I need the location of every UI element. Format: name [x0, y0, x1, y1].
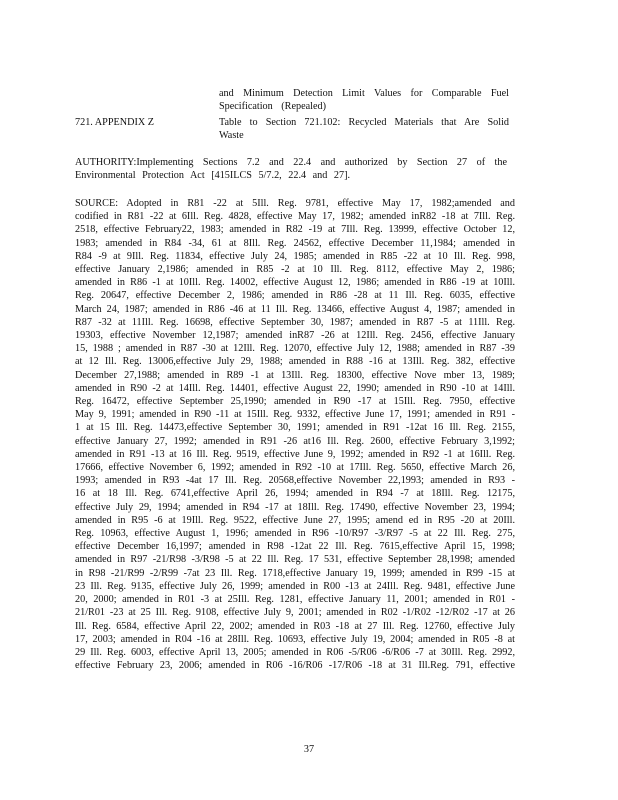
source-line: Reg. 20647, effective December 2, 1986; amended in R86 -28 at 11 Ill. Reg. 6035, effective [75, 290, 515, 302]
source-line: 1993; amended in R93 -4at 17 Ill. Reg. 20568,effective November 22,1993; amended in R93 - [75, 475, 515, 487]
source-line: 29 Ill. Reg. 6003, effective April 13, 2005; amended in R06 -5/R06 -6/R06 -7 at 30Ill. Reg. 2992, [75, 646, 515, 658]
source-line: effective February 23, 2006; amended in R06 -16/R06 -17/R06 -18 at 31 Ill.Reg. 791, effective [75, 660, 515, 672]
source-line: May 9, 1991; amended in R90 -11 at 15Ill. Reg. 9332, effective June 17, 1991; amended in R91 - [75, 409, 515, 421]
source-line: amended in R86 -1 at 10Ill. Reg. 14002, effective August 12, 1986; amended in R86 -19 at 10Ill. [75, 277, 515, 289]
source-line: 17, 2003; amended in R04 -16 at 28Ill. Reg. 10693, effective July 19, 2004; amended in R05 -8 at [75, 633, 515, 645]
source-line: 23 Ill. Reg. 9135, effective July 26, 1999; amended in R00 -13 at 24Ill. Reg. 9481, effective June [75, 580, 515, 592]
source-line: 15, 1988 ; amended in R87 -30 at 12Ill. Reg. 12070, effective July 12, 1988; amended in R87 -39 [75, 343, 515, 355]
source-line: December 27,1988; amended in R89 -1 at 13Ill. Reg. 18300, effective Nove mber 13, 1989; [75, 369, 515, 381]
source-line: 20, 2000; amended in R01 -3 at 25Ill. Reg. 1281, effective January 11, 2001; amended in R01 - [75, 594, 515, 606]
source-line: Reg. 16472, effective September 25,1990; amended in R90 -17 at 15Ill. Reg. 7950, effective [75, 396, 515, 408]
page-number: 37 [303, 744, 315, 755]
source-line: 21/R01 -23 at 25 Ill. Reg. 9108, effective July 9, 2001; amended in R02 -1/R02 -12/R02 -17 at 26 [75, 607, 515, 619]
authority-line: AUTHORITY:Implementing Sections 7.2 and 22.4 and authorized by Section 27 of the [75, 157, 507, 168]
section-title-line: Waste [219, 130, 244, 142]
source-note [75, 197, 515, 672]
source-line: 2518, effective February22, 1983; amended in R82 -19 at 7Ill. Reg. 13999, effective October 12, [75, 224, 515, 236]
source-line: R84 -9 at 9Ill. Reg. 11834, effective July 24, 1985; amended in R85 -22 at 10 Ill. Reg. 998, [75, 250, 515, 262]
source-line: at 12 Ill. Reg. 13006,effective July 29, 1988; amended in R88 -16 at 13Ill. Reg. 382, effective [75, 356, 515, 368]
authority-note [75, 156, 507, 182]
source-line: 1983; amended in R84 -34, 61 at 8Ill. Reg. 24562, effective December 11,1984; amended in [75, 237, 515, 249]
section-title-line: Table to Section 721.102: Recycled Materials that Are Solid [219, 117, 509, 128]
section-title [219, 116, 509, 142]
section-number: 721. APPENDIX Z [75, 117, 154, 128]
source-line: March 24, 1987; amended in R86 -46 at 11 Ill. Reg. 13466, effective August 4, 1987; amended in [75, 303, 515, 315]
source-line: effective July 29, 1994; amended in R94 -17 at 18Ill. Reg. 17490, effective November 23, 1994; [75, 501, 515, 513]
source-line: Ill. Reg. 6584, effective April 22, 2002; amended in R03 -18 at 27 Ill. Reg. 12760, effective July [75, 620, 515, 632]
source-line: amended in R91 -13 at 16 Ill. Reg. 9519, effective June 9, 1992; amended in R92 -1 at 16Ill. Reg. [75, 448, 515, 460]
source-line: in R98 -21/R99 -2/R99 -7at 23 Ill. Reg. 1718,effective January 19, 1999; amended in R99 -15 at [75, 567, 515, 579]
source-line: amended in R97 -21/R98 -3/R98 -5 at 22 Ill. Reg. 17 531, effective September 28,1998; amended [75, 554, 515, 566]
source-line: 17666, effective November 6, 1992; amended in R92 -10 at 17Ill. Reg. 5650, effective March 26, [75, 462, 515, 474]
authority-line: Environmental Protection Act [415ILCS 5/7.2, 22.4 and 27]. [75, 170, 351, 182]
heading-line: and Minimum Detection Limit Values for Comparable Fuel [219, 88, 509, 99]
source-line: effective January 2,1986; amended in R85 -2 at 10 Ill. Reg. 8112, effective May 2, 1986; [75, 264, 515, 276]
source-line: 16 at 18 Ill. Reg. 6741,effective April 26, 1994; amended in R94 -7 at 18Ill. Reg. 12175, [75, 488, 515, 500]
source-line: codified in R81 -22 at 6Ill. Reg. 4828, effective May 17, 1982; amended inR82 -18 at 7Ill. Reg. [75, 211, 515, 223]
continued-section-heading [219, 87, 509, 113]
source-line: 1 at 15 Ill. Reg. 14473,effective September 30, 1991; amended in R91 -12at 16 Ill. Reg. 2155, [75, 422, 515, 434]
source-line: amended in R95 -6 at 19Ill. Reg. 9522, effective June 27, 1995; amend ed in R95 -20 at 20Ill. [75, 514, 515, 526]
source-line: effective December 16,1997; amended in R98 -12at 22 Ill. Reg. 7615,effective April 15, 1998; [75, 541, 515, 553]
heading-line: Specification (Repealed) [219, 101, 326, 113]
source-line: R87 -32 at 11Ill. Reg. 16698, effective September 30, 1987; amended in R87 -5 at 11Ill. Reg. [75, 316, 515, 328]
source-line: effective January 27, 1992; amended in R91 -26 at16 Ill. Reg. 2600, effective February 3,1992; [75, 435, 515, 447]
source-line: 19303, effective November 12,1987; amended inR87 -26 at 12Ill. Reg. 2456, effective January [75, 330, 515, 342]
source-line: amended in R90 -2 at 14Ill. Reg. 14401, effective August 22, 1990; amended in R90 -10 at 14Ill. [75, 382, 515, 394]
source-line: Reg. 10963, effective August 1, 1996; amended in R96 -10/R97 -3/R97 -5 at 22 Ill. Reg. 275, [75, 528, 515, 540]
source-line: SOURCE: Adopted in R81 -22 at 5Ill. Reg. 9781, effective May 17, 1982;amended and [75, 198, 515, 209]
